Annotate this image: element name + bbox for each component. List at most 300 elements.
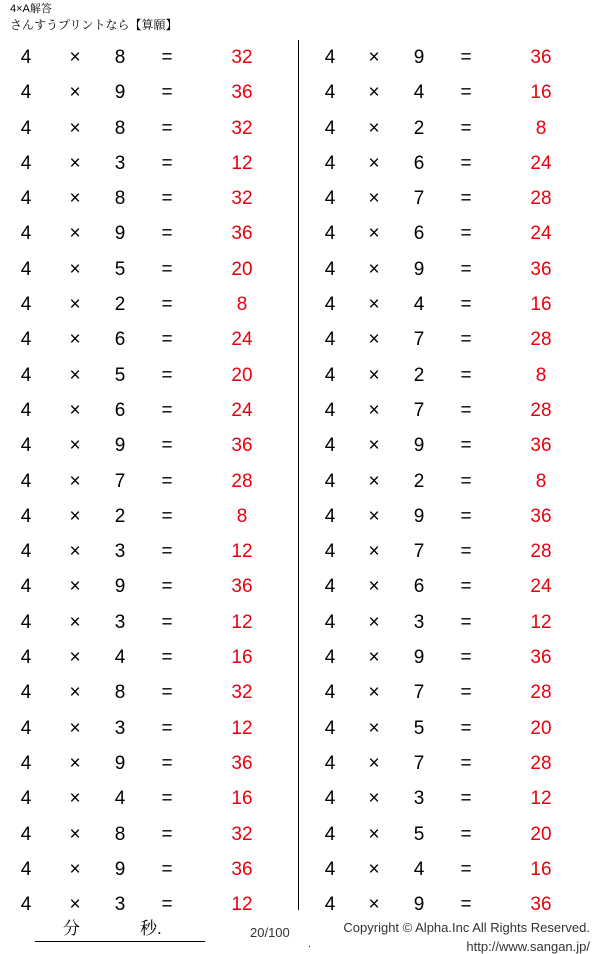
equals-icon: = bbox=[460, 188, 472, 210]
answer-value: 32 bbox=[231, 47, 253, 68]
multiply-icon: × bbox=[69, 188, 81, 210]
operand-a: 4 bbox=[324, 47, 336, 68]
problem-row bbox=[0, 499, 298, 534]
operand-a: 4 bbox=[20, 823, 32, 845]
answer-value: 32 bbox=[231, 682, 253, 704]
equals-icon: = bbox=[460, 611, 472, 633]
multiply-icon: × bbox=[69, 752, 81, 774]
operand-b: 3 bbox=[114, 152, 126, 174]
problem-row bbox=[299, 464, 598, 499]
problem-row bbox=[0, 287, 298, 322]
operand-b: 6 bbox=[114, 399, 126, 421]
operand-a: 4 bbox=[20, 258, 32, 280]
operand-b: 9 bbox=[413, 258, 425, 280]
answer-value: 36 bbox=[530, 435, 552, 457]
operand-a: 4 bbox=[324, 576, 336, 598]
answer-value: 36 bbox=[530, 505, 552, 527]
operand-a: 4 bbox=[324, 329, 336, 351]
multiply-icon: × bbox=[368, 576, 380, 598]
equals-icon: = bbox=[460, 294, 472, 316]
operand-b: 8 bbox=[114, 47, 126, 68]
problem-row bbox=[0, 464, 298, 499]
operand-b: 6 bbox=[114, 329, 126, 351]
operand-a: 4 bbox=[20, 470, 32, 492]
operand-a: 4 bbox=[20, 364, 32, 386]
problem-row bbox=[0, 675, 298, 710]
problem-row bbox=[299, 111, 598, 146]
operand-a: 4 bbox=[324, 82, 336, 104]
problem-list-left bbox=[0, 40, 298, 922]
answer-value: 16 bbox=[231, 647, 253, 669]
multiply-icon: × bbox=[368, 399, 380, 421]
answer-value: 16 bbox=[530, 858, 552, 880]
equals-icon: = bbox=[161, 364, 173, 386]
operand-a: 4 bbox=[324, 294, 336, 316]
operand-a: 4 bbox=[324, 752, 336, 774]
problem-row bbox=[0, 111, 298, 146]
operand-b: 2 bbox=[114, 294, 126, 316]
operand-b: 2 bbox=[413, 117, 425, 139]
operand-b: 3 bbox=[413, 788, 425, 810]
answer-value: 28 bbox=[530, 541, 552, 563]
equals-icon: = bbox=[161, 647, 173, 669]
operand-b: 7 bbox=[413, 541, 425, 563]
multiply-icon: × bbox=[368, 223, 380, 245]
equals-icon: = bbox=[161, 188, 173, 210]
multiply-icon: × bbox=[368, 788, 380, 810]
answer-value: 8 bbox=[236, 294, 248, 316]
answer-value: 36 bbox=[231, 223, 253, 245]
operand-a: 4 bbox=[324, 647, 336, 669]
multiply-icon: × bbox=[69, 329, 81, 351]
operand-b: 5 bbox=[413, 717, 425, 739]
equals-icon: = bbox=[161, 223, 173, 245]
equals-icon: = bbox=[460, 364, 472, 386]
operand-b: 8 bbox=[114, 117, 126, 139]
multiply-icon: × bbox=[69, 682, 81, 704]
operand-b: 6 bbox=[413, 223, 425, 245]
equals-icon: = bbox=[161, 858, 173, 880]
problem-row bbox=[299, 393, 598, 428]
page-footer bbox=[0, 912, 600, 954]
operand-a: 4 bbox=[20, 541, 32, 563]
operand-a: 4 bbox=[20, 82, 32, 104]
problem-row bbox=[299, 569, 598, 604]
equals-icon: = bbox=[161, 752, 173, 774]
operand-a: 4 bbox=[20, 223, 32, 245]
multiply-icon: × bbox=[368, 188, 380, 210]
answer-value: 12 bbox=[231, 717, 253, 739]
answer-value: 12 bbox=[530, 611, 552, 633]
multiply-icon: × bbox=[69, 399, 81, 421]
answer-value: 36 bbox=[231, 752, 253, 774]
answer-value: 24 bbox=[530, 152, 552, 174]
equals-icon: = bbox=[460, 505, 472, 527]
multiply-icon: × bbox=[69, 717, 81, 739]
problem-column-right bbox=[299, 40, 598, 916]
equals-icon: = bbox=[460, 788, 472, 810]
multiply-icon: × bbox=[368, 647, 380, 669]
page-dot-mark: . bbox=[308, 938, 312, 950]
answer-value: 24 bbox=[231, 399, 253, 421]
answer-value: 16 bbox=[231, 788, 253, 810]
answer-value: 28 bbox=[530, 752, 552, 774]
problem-row bbox=[299, 817, 598, 852]
equals-icon: = bbox=[161, 894, 173, 916]
operand-b: 5 bbox=[114, 258, 126, 280]
multiply-icon: × bbox=[69, 117, 81, 139]
time-entry-box[interactable] bbox=[35, 912, 205, 942]
multiply-icon: × bbox=[368, 470, 380, 492]
problem-row bbox=[299, 40, 598, 75]
equals-icon: = bbox=[460, 47, 472, 68]
operand-b: 7 bbox=[413, 188, 425, 210]
minutes-label: 分 bbox=[63, 919, 80, 938]
equals-icon: = bbox=[161, 576, 173, 598]
answer-value: 36 bbox=[530, 258, 552, 280]
operand-a: 4 bbox=[324, 717, 336, 739]
multiply-icon: × bbox=[368, 117, 380, 139]
operand-a: 4 bbox=[20, 505, 32, 527]
problem-row bbox=[299, 746, 598, 781]
problem-row bbox=[299, 216, 598, 251]
equals-icon: = bbox=[460, 470, 472, 492]
problem-row bbox=[0, 605, 298, 640]
multiply-icon: × bbox=[69, 647, 81, 669]
equals-icon: = bbox=[161, 611, 173, 633]
operand-a: 4 bbox=[20, 611, 32, 633]
multiply-icon: × bbox=[368, 294, 380, 316]
operand-a: 4 bbox=[324, 152, 336, 174]
operand-b: 9 bbox=[114, 752, 126, 774]
operand-a: 4 bbox=[324, 823, 336, 845]
operand-a: 4 bbox=[324, 470, 336, 492]
multiply-icon: × bbox=[69, 541, 81, 563]
problem-row bbox=[299, 605, 598, 640]
problem-row bbox=[0, 817, 298, 852]
operand-b: 4 bbox=[413, 82, 425, 104]
operand-b: 4 bbox=[114, 647, 126, 669]
equals-icon: = bbox=[460, 894, 472, 916]
answer-value: 36 bbox=[231, 435, 253, 457]
operand-b: 9 bbox=[114, 435, 126, 457]
answer-value: 28 bbox=[530, 682, 552, 704]
operand-a: 4 bbox=[324, 223, 336, 245]
operand-a: 4 bbox=[20, 294, 32, 316]
multiply-icon: × bbox=[69, 223, 81, 245]
multiply-icon: × bbox=[69, 294, 81, 316]
problem-row bbox=[299, 675, 598, 710]
problem-row bbox=[0, 75, 298, 110]
answer-value: 28 bbox=[530, 188, 552, 210]
multiply-icon: × bbox=[368, 541, 380, 563]
multiply-icon: × bbox=[69, 470, 81, 492]
answer-value: 28 bbox=[231, 470, 253, 492]
operand-a: 4 bbox=[20, 435, 32, 457]
operand-a: 4 bbox=[20, 788, 32, 810]
operand-b: 7 bbox=[114, 470, 126, 492]
operand-a: 4 bbox=[20, 117, 32, 139]
operand-b: 9 bbox=[413, 47, 425, 68]
equals-icon: = bbox=[161, 435, 173, 457]
answer-value: 36 bbox=[530, 647, 552, 669]
operand-b: 6 bbox=[413, 152, 425, 174]
multiply-icon: × bbox=[69, 894, 81, 916]
operand-b: 4 bbox=[413, 294, 425, 316]
answer-value: 16 bbox=[530, 82, 552, 104]
operand-a: 4 bbox=[20, 752, 32, 774]
answer-value: 24 bbox=[530, 223, 552, 245]
equals-icon: = bbox=[161, 682, 173, 704]
equals-icon: = bbox=[460, 435, 472, 457]
operand-a: 4 bbox=[20, 858, 32, 880]
problem-row bbox=[0, 322, 298, 357]
operand-b: 9 bbox=[413, 647, 425, 669]
multiply-icon: × bbox=[368, 435, 380, 457]
operand-b: 3 bbox=[114, 541, 126, 563]
multiply-icon: × bbox=[69, 152, 81, 174]
problem-row bbox=[0, 781, 298, 816]
equals-icon: = bbox=[161, 541, 173, 563]
answer-value: 36 bbox=[231, 82, 253, 104]
operand-b: 3 bbox=[413, 611, 425, 633]
multiply-icon: × bbox=[69, 858, 81, 880]
problem-row bbox=[0, 640, 298, 675]
operand-b: 2 bbox=[114, 505, 126, 527]
operand-a: 4 bbox=[324, 541, 336, 563]
problem-row bbox=[299, 852, 598, 887]
operand-b: 3 bbox=[114, 894, 126, 916]
answer-value: 8 bbox=[535, 364, 547, 386]
equals-icon: = bbox=[161, 329, 173, 351]
answer-value: 20 bbox=[530, 717, 552, 739]
equals-icon: = bbox=[460, 399, 472, 421]
page-title: 4×A解答 bbox=[10, 3, 52, 15]
problem-row bbox=[299, 781, 598, 816]
problem-row bbox=[0, 146, 298, 181]
operand-a: 4 bbox=[324, 611, 336, 633]
operand-b: 5 bbox=[413, 823, 425, 845]
multiply-icon: × bbox=[69, 435, 81, 457]
equals-icon: = bbox=[460, 576, 472, 598]
operand-b: 4 bbox=[413, 858, 425, 880]
problem-row bbox=[0, 252, 298, 287]
answer-value: 12 bbox=[231, 152, 253, 174]
equals-icon: = bbox=[460, 117, 472, 139]
operand-b: 2 bbox=[413, 364, 425, 386]
answer-value: 32 bbox=[231, 188, 253, 210]
multiply-icon: × bbox=[368, 823, 380, 845]
operand-b: 2 bbox=[413, 470, 425, 492]
answer-value: 32 bbox=[231, 117, 253, 139]
answer-value: 36 bbox=[231, 858, 253, 880]
equals-icon: = bbox=[460, 258, 472, 280]
problem-row bbox=[299, 640, 598, 675]
multiply-icon: × bbox=[69, 82, 81, 104]
problem-row bbox=[299, 75, 598, 110]
operand-a: 4 bbox=[324, 364, 336, 386]
answer-value: 12 bbox=[231, 894, 253, 916]
operand-a: 4 bbox=[324, 117, 336, 139]
problem-row bbox=[299, 358, 598, 393]
answer-value: 36 bbox=[231, 576, 253, 598]
multiply-icon: × bbox=[69, 505, 81, 527]
answer-value: 28 bbox=[530, 399, 552, 421]
operand-a: 4 bbox=[20, 329, 32, 351]
answer-value: 36 bbox=[530, 894, 552, 916]
operand-b: 7 bbox=[413, 399, 425, 421]
operand-b: 9 bbox=[413, 894, 425, 916]
multiply-icon: × bbox=[69, 823, 81, 845]
operand-a: 4 bbox=[324, 258, 336, 280]
equals-icon: = bbox=[460, 82, 472, 104]
multiply-icon: × bbox=[368, 717, 380, 739]
problem-row bbox=[0, 534, 298, 569]
multiply-icon: × bbox=[368, 682, 380, 704]
problem-row bbox=[0, 428, 298, 463]
problem-row bbox=[0, 40, 298, 75]
website-url[interactable]: http://www.sangan.jp/ bbox=[466, 939, 590, 954]
answer-value: 20 bbox=[231, 258, 253, 280]
equals-icon: = bbox=[161, 717, 173, 739]
problem-list-right bbox=[299, 40, 598, 922]
problem-row bbox=[299, 499, 598, 534]
equals-icon: = bbox=[460, 682, 472, 704]
problem-row bbox=[299, 428, 598, 463]
equals-icon: = bbox=[161, 788, 173, 810]
equals-icon: = bbox=[161, 47, 173, 68]
operand-b: 9 bbox=[413, 505, 425, 527]
operand-b: 5 bbox=[114, 364, 126, 386]
operand-a: 4 bbox=[324, 788, 336, 810]
equals-icon: = bbox=[460, 329, 472, 351]
operand-b: 7 bbox=[413, 682, 425, 704]
equals-icon: = bbox=[460, 858, 472, 880]
answer-value: 8 bbox=[535, 117, 547, 139]
operand-a: 4 bbox=[324, 894, 336, 916]
operand-a: 4 bbox=[324, 858, 336, 880]
answer-value: 8 bbox=[236, 505, 248, 527]
operand-b: 9 bbox=[114, 576, 126, 598]
operand-b: 8 bbox=[114, 682, 126, 704]
operand-b: 9 bbox=[114, 858, 126, 880]
equals-icon: = bbox=[161, 399, 173, 421]
multiply-icon: × bbox=[368, 47, 380, 68]
answer-value: 16 bbox=[530, 294, 552, 316]
problem-row bbox=[0, 181, 298, 216]
multiply-icon: × bbox=[69, 788, 81, 810]
operand-b: 7 bbox=[413, 752, 425, 774]
page-number: 20/100 bbox=[250, 925, 290, 940]
operand-a: 4 bbox=[20, 717, 32, 739]
problem-row bbox=[299, 287, 598, 322]
multiply-icon: × bbox=[69, 576, 81, 598]
equals-icon: = bbox=[161, 823, 173, 845]
operand-a: 4 bbox=[324, 435, 336, 457]
operand-a: 4 bbox=[20, 682, 32, 704]
operand-b: 9 bbox=[413, 435, 425, 457]
answer-value: 24 bbox=[530, 576, 552, 598]
seconds-label: 秒. bbox=[140, 919, 162, 938]
multiply-icon: × bbox=[368, 82, 380, 104]
operand-b: 3 bbox=[114, 717, 126, 739]
equals-icon: = bbox=[460, 717, 472, 739]
answer-value: 24 bbox=[231, 329, 253, 351]
equals-icon: = bbox=[460, 541, 472, 563]
page-header bbox=[10, 2, 410, 33]
problem-row bbox=[299, 146, 598, 181]
operand-b: 8 bbox=[114, 823, 126, 845]
operand-a: 4 bbox=[20, 647, 32, 669]
page-subtitle: さんすうプリントなら【算願】 bbox=[10, 18, 178, 32]
operand-b: 8 bbox=[114, 188, 126, 210]
answer-value: 36 bbox=[530, 47, 552, 68]
equals-icon: = bbox=[460, 152, 472, 174]
answer-value: 32 bbox=[231, 823, 253, 845]
multiply-icon: × bbox=[368, 611, 380, 633]
operand-a: 4 bbox=[20, 576, 32, 598]
equals-icon: = bbox=[161, 470, 173, 492]
equals-icon: = bbox=[460, 647, 472, 669]
problem-row bbox=[299, 534, 598, 569]
equals-icon: = bbox=[460, 823, 472, 845]
multiply-icon: × bbox=[69, 611, 81, 633]
copyright-text: Copyright © Alpha.Inc All Rights Reserved. bbox=[343, 920, 590, 935]
operand-a: 4 bbox=[20, 47, 32, 68]
operand-a: 4 bbox=[20, 399, 32, 421]
equals-icon: = bbox=[161, 152, 173, 174]
multiply-icon: × bbox=[69, 47, 81, 68]
operand-b: 3 bbox=[114, 611, 126, 633]
problem-area bbox=[0, 40, 600, 916]
answer-value: 12 bbox=[530, 788, 552, 810]
operand-a: 4 bbox=[20, 894, 32, 916]
operand-b: 7 bbox=[413, 329, 425, 351]
multiply-icon: × bbox=[368, 505, 380, 527]
problem-row bbox=[299, 181, 598, 216]
answer-value: 20 bbox=[231, 364, 253, 386]
multiply-icon: × bbox=[368, 329, 380, 351]
problem-column-left bbox=[0, 40, 299, 916]
problem-row bbox=[0, 393, 298, 428]
equals-icon: = bbox=[460, 752, 472, 774]
operand-a: 4 bbox=[324, 399, 336, 421]
answer-value: 20 bbox=[530, 823, 552, 845]
multiply-icon: × bbox=[368, 364, 380, 386]
problem-row bbox=[0, 852, 298, 887]
multiply-icon: × bbox=[69, 258, 81, 280]
equals-icon: = bbox=[161, 294, 173, 316]
multiply-icon: × bbox=[368, 258, 380, 280]
problem-row bbox=[0, 569, 298, 604]
operand-a: 4 bbox=[324, 682, 336, 704]
equals-icon: = bbox=[161, 82, 173, 104]
operand-a: 4 bbox=[20, 188, 32, 210]
multiply-icon: × bbox=[69, 364, 81, 386]
problem-row bbox=[299, 252, 598, 287]
equals-icon: = bbox=[161, 505, 173, 527]
operand-a: 4 bbox=[20, 152, 32, 174]
equals-icon: = bbox=[161, 117, 173, 139]
operand-a: 4 bbox=[324, 188, 336, 210]
problem-row bbox=[0, 711, 298, 746]
equals-icon: = bbox=[161, 258, 173, 280]
operand-b: 9 bbox=[114, 82, 126, 104]
multiply-icon: × bbox=[368, 152, 380, 174]
problem-row bbox=[299, 711, 598, 746]
answer-value: 8 bbox=[535, 470, 547, 492]
problem-row bbox=[299, 322, 598, 357]
